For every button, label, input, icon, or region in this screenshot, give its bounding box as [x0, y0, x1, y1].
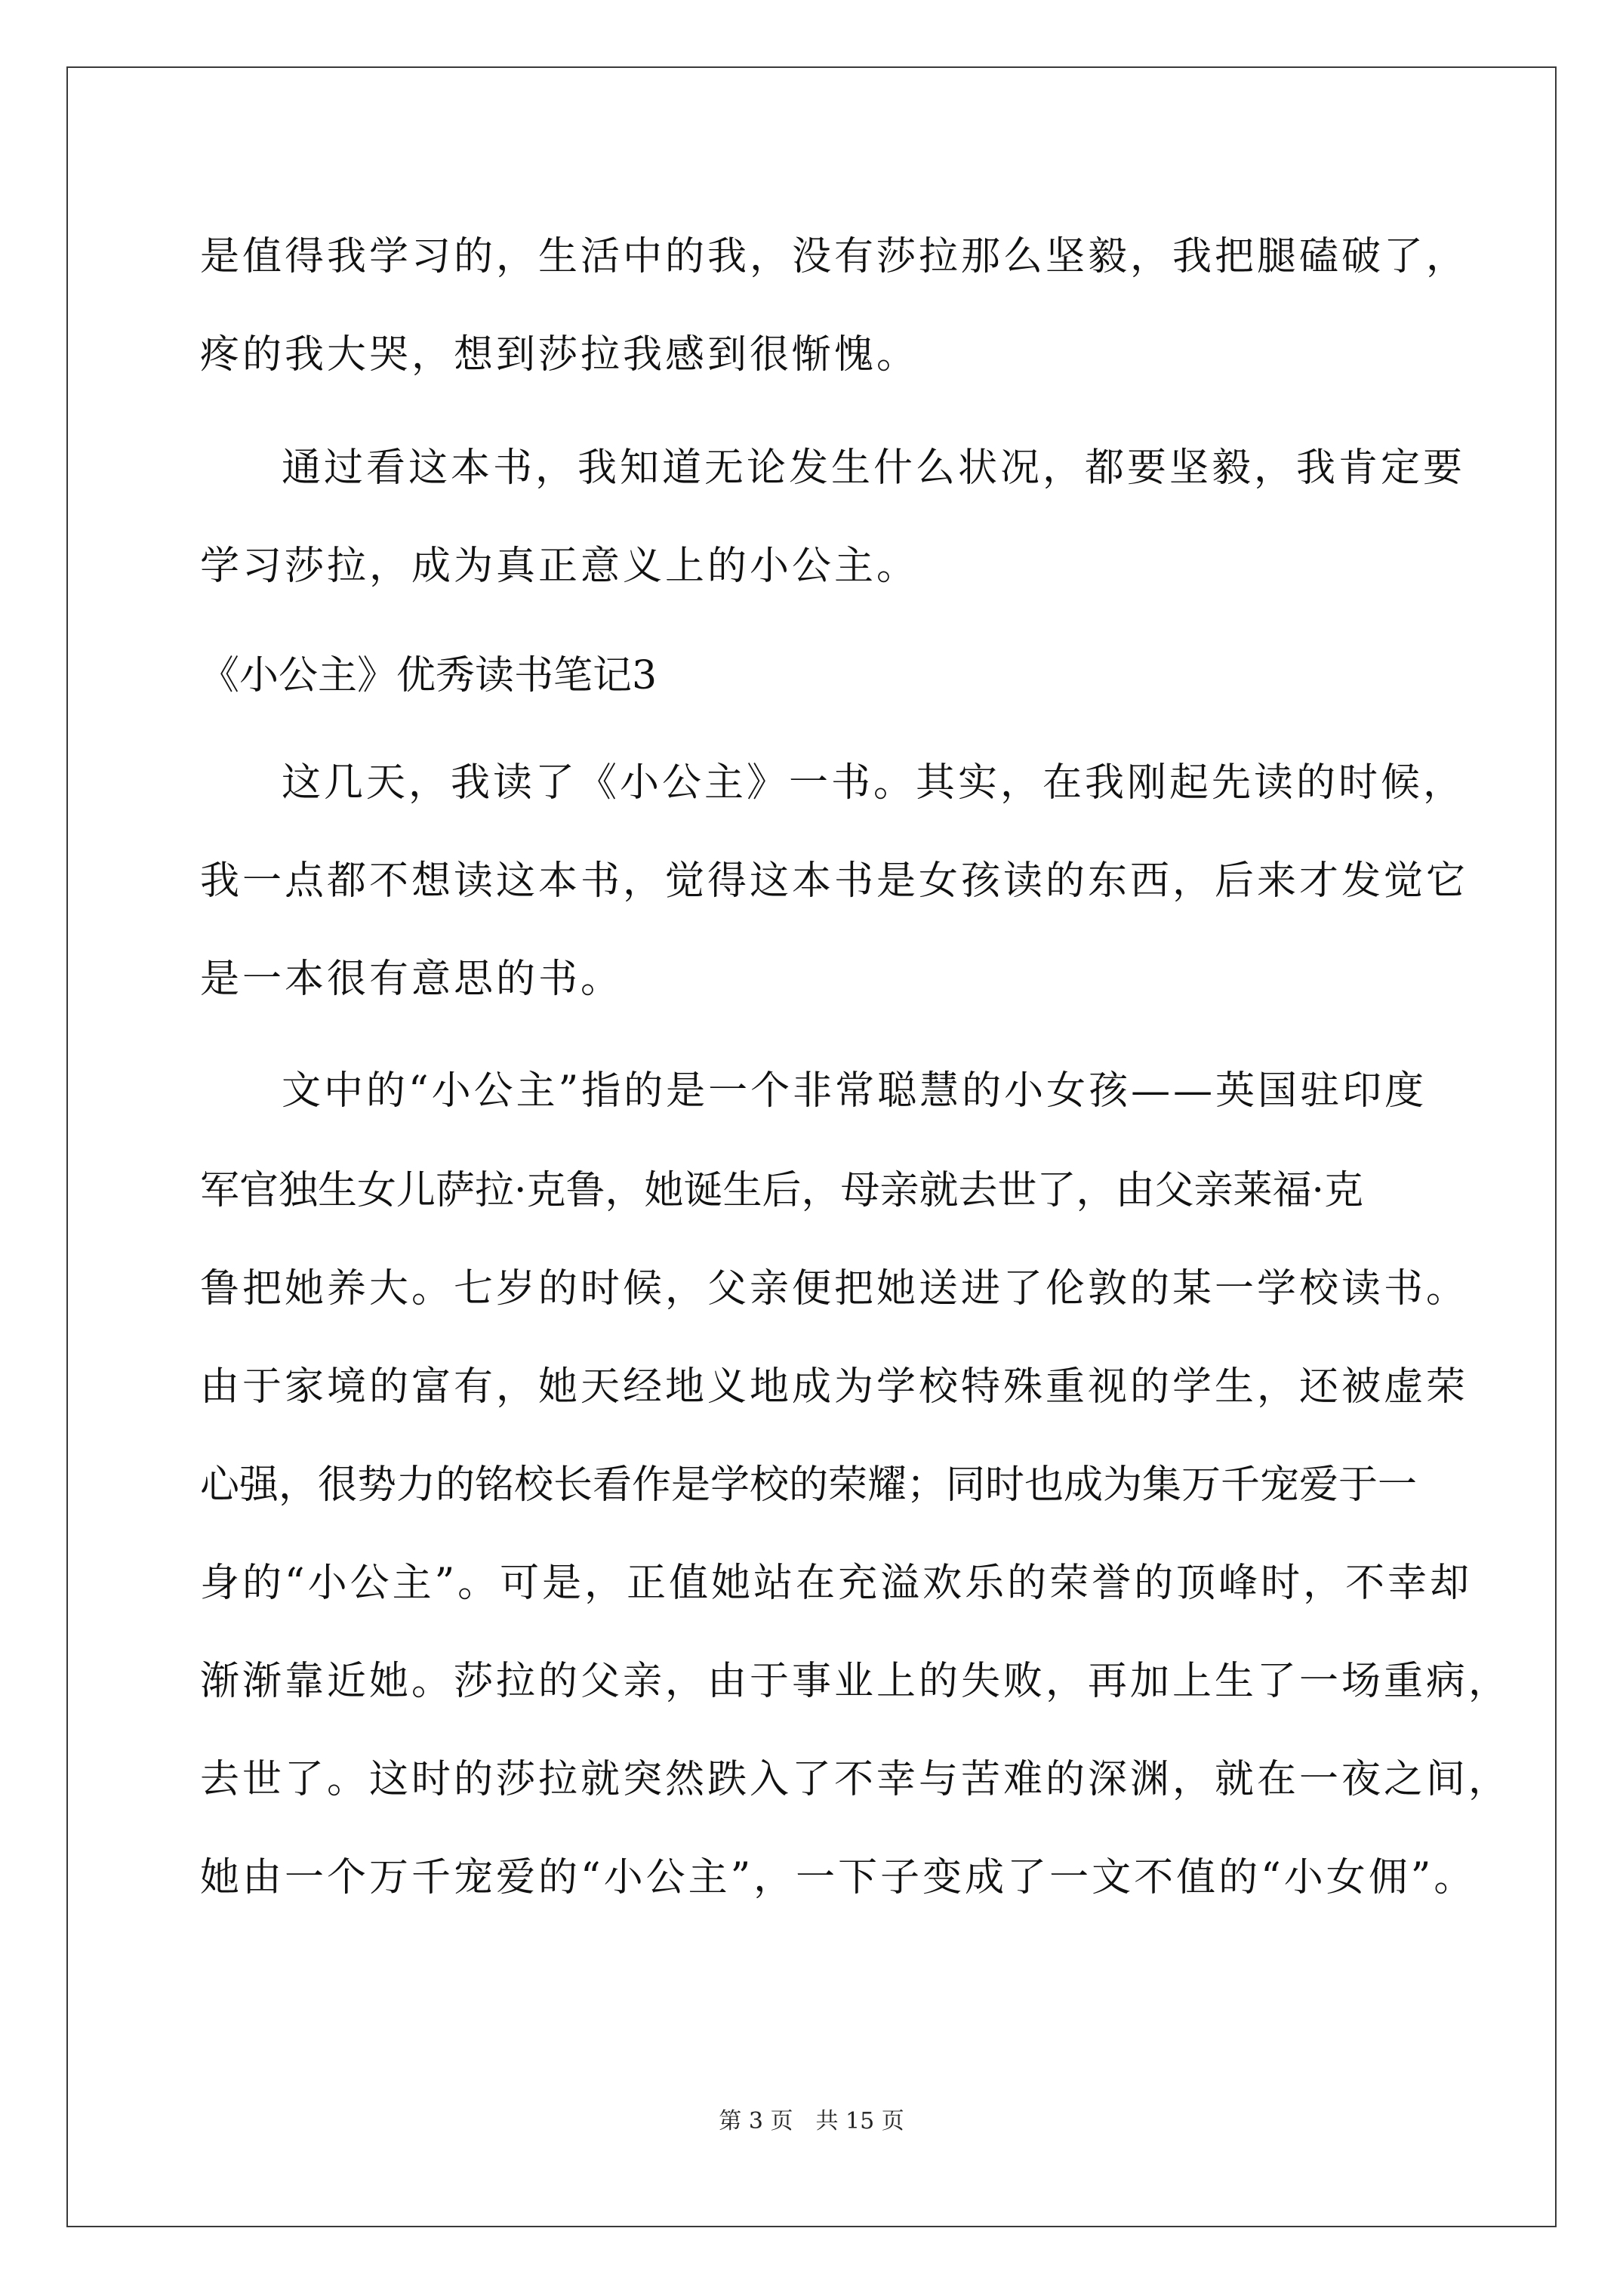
body-line: 疼的我大哭，想到莎拉我感到很惭愧。 — [200, 332, 919, 378]
body-line: 她由一个万千宠爱的“小公主”，一下子变成了一文不值的“小女佣”。 — [200, 1855, 1477, 1900]
body-line: 是值得我学习的，生活中的我，没有莎拉那么坚毅，我把腿磕破了， — [200, 234, 1469, 279]
body-line: 学习莎拉，成为真正意义上的小公主。 — [200, 544, 919, 589]
body-line: 由于家境的富有，她天经地义地成为学校特殊重视的学生，还被虚荣 — [200, 1364, 1469, 1410]
body-line: 我一点都不想读这本书，觉得这本书是女孩读的东西，后来才发觉它 — [200, 858, 1469, 904]
section-heading: 《小公主》优秀读书笔记3 — [200, 653, 658, 698]
body-line: 鲁把她养大。七岁的时候，父亲便把她送进了伦敦的某一学校读书。 — [200, 1266, 1469, 1311]
body-line: 文中的“小公主”指的是一个非常聪慧的小女孩——英国驻印度 — [282, 1068, 1427, 1114]
body-line: 渐渐靠近她。莎拉的父亲，由于事业上的失败，再加上生了一场重病， — [200, 1659, 1511, 1704]
body-line: 身的“小公主”。可是，正值她站在充溢欢乐的荣誉的顶峰时，不幸却 — [200, 1561, 1473, 1606]
body-line: 是一本很有意思的书。 — [200, 957, 624, 1002]
page-number-footer: 第 3 页 共 15 页 — [719, 2108, 904, 2134]
body-line: 去世了。这时的莎拉就突然跌入了不幸与苦难的深渊，就在一夜之间， — [200, 1757, 1511, 1802]
body-line: 通过看这本书，我知道无论发生什么状况，都要坚毅，我肯定要 — [282, 445, 1466, 491]
body-line: 军官独生女儿萨拉·克鲁，她诞生后，母亲就去世了，由父亲莱福·克 — [200, 1168, 1364, 1213]
body-line: 心强，很势力的铭校长看作是学校的荣耀；同时也成为集万千宠爱于一 — [200, 1462, 1418, 1508]
body-line: 这几天，我读了《小公主》一书。其实，在我刚起先读的时候， — [282, 760, 1466, 806]
